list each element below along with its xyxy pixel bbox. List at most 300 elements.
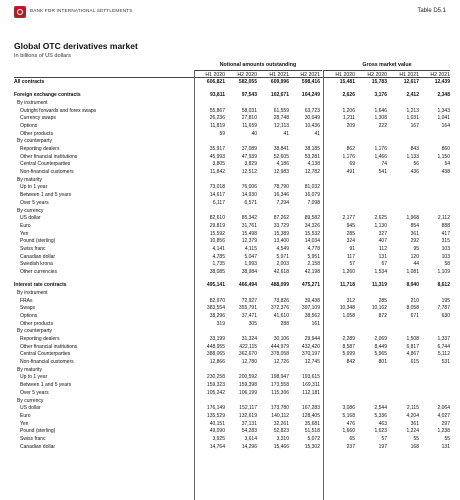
cell-value: 102,671 <box>270 92 289 99</box>
cell-value: 56 <box>413 161 419 168</box>
table-row <box>14 373 450 381</box>
cell-value: 54,283 <box>241 428 257 435</box>
cell-value: 3,614 <box>244 435 257 442</box>
cell-value: 1,260 <box>342 269 355 275</box>
table-row <box>14 130 450 138</box>
cell-value: 40 <box>251 130 257 137</box>
table-row <box>14 297 450 305</box>
cell-value: 173,558 <box>270 382 289 389</box>
cell-value: 417 <box>441 230 450 237</box>
row-label: Over 5 years <box>20 389 49 396</box>
row-label: By currency <box>17 397 44 404</box>
table-row <box>14 122 450 130</box>
cell-value: 10,856 <box>209 238 225 245</box>
cell-value: 42,198 <box>304 269 320 275</box>
cell-value: 5,168 <box>342 412 355 419</box>
table-row <box>14 260 450 268</box>
cell-value: 222 <box>378 122 387 129</box>
cell-value: 383,554 <box>206 305 225 312</box>
period-header: H2 2021 <box>430 71 450 78</box>
cell-value: 3,310 <box>276 435 289 442</box>
table-row <box>14 91 450 99</box>
cell-value: 362,670 <box>238 351 257 358</box>
cell-value: 12,617 <box>403 79 419 85</box>
row-label: Non-financial customers <box>20 359 74 366</box>
cell-value: 2,069 <box>374 336 387 342</box>
cell-value: 209 <box>346 122 355 129</box>
cell-value: 12,983 <box>273 169 289 176</box>
cell-value: 448,955 <box>206 343 225 350</box>
cell-value: 2,348 <box>437 92 450 99</box>
cell-value: 488,099 <box>270 282 289 289</box>
cell-value: 168 <box>410 443 419 450</box>
cell-value: 15,532 <box>304 230 320 237</box>
row-label: Euro <box>20 222 31 229</box>
row-label: By currency <box>17 207 44 214</box>
row-label: Euro <box>20 412 31 419</box>
cell-value: 30,049 <box>304 115 320 122</box>
table-row <box>14 335 450 343</box>
cell-value: 82,970 <box>209 297 225 304</box>
cell-value: 4,115 <box>244 245 257 252</box>
table-row <box>14 99 450 107</box>
row-label: By counterparty <box>17 328 53 335</box>
cell-value: 69 <box>349 161 355 168</box>
cell-value: 37,471 <box>241 312 257 319</box>
cell-value: 4,785 <box>212 253 225 260</box>
row-label: US dollar <box>20 215 41 222</box>
cell-value: 1,660 <box>342 428 355 435</box>
cell-value: 59 <box>219 130 225 137</box>
cell-value: 11,659 <box>242 122 257 129</box>
cell-value: 11,319 <box>371 282 387 289</box>
cell-value: 463 <box>378 420 387 427</box>
cell-value: 324 <box>346 238 355 245</box>
cell-value: 103 <box>441 253 450 260</box>
cell-value: 541 <box>378 169 387 176</box>
row-label: Foreign exchange contracts <box>14 92 81 99</box>
column-divider <box>194 70 195 500</box>
cell-value: 292 <box>410 238 419 245</box>
cell-value: 4,027 <box>437 412 450 419</box>
cell-value: 81,032 <box>304 184 320 191</box>
cell-value: 319 <box>216 320 225 327</box>
cell-value: 432,420 <box>301 343 320 350</box>
cell-value: 422,115 <box>239 343 257 350</box>
cell-value: 12,745 <box>304 359 320 366</box>
cell-value: 41 <box>283 130 289 137</box>
period-header: H1 2021 <box>269 71 289 78</box>
table-row <box>14 289 450 297</box>
cell-value: 466,494 <box>238 282 257 289</box>
cell-value: 436 <box>410 169 419 176</box>
cell-value: 61,559 <box>273 107 289 114</box>
cell-value: 33,199 <box>209 336 225 342</box>
cell-value: 195 <box>441 297 450 304</box>
cell-value: 78,790 <box>273 184 289 191</box>
cell-value: 73,826 <box>273 297 289 304</box>
row-label: Swedish krona <box>20 261 53 268</box>
cell-value: 200,592 <box>238 374 257 381</box>
cell-value: 3,176 <box>374 92 387 99</box>
cell-value: 128,405 <box>301 412 320 419</box>
cell-value: 29,819 <box>209 222 225 229</box>
report-header <box>0 0 460 26</box>
row-label: Swaps <box>20 305 36 312</box>
cell-value: 361 <box>410 420 419 427</box>
row-label: Swiss franc <box>20 435 46 442</box>
cell-value: 1,466 <box>374 153 387 160</box>
table-row <box>14 412 450 420</box>
table-row <box>14 78 450 86</box>
cell-value: 140,112 <box>271 412 289 419</box>
table-row <box>14 366 450 374</box>
cell-value: 1,993 <box>244 261 257 268</box>
cell-value: 7,787 <box>437 305 450 312</box>
table-row <box>14 222 450 230</box>
cell-value: 52,605 <box>273 153 289 160</box>
cell-value: 41 <box>314 130 320 137</box>
table-body <box>14 78 450 450</box>
cell-value: 106,199 <box>238 389 257 396</box>
cell-value: 4,138 <box>307 161 320 168</box>
row-label: Options <box>20 312 38 319</box>
row-label: Reporting dealers <box>20 336 60 342</box>
cell-value: 93,811 <box>209 92 225 99</box>
cell-value: 38,562 <box>304 312 320 319</box>
period-header: H1 2020 <box>335 71 355 78</box>
cell-value: 12,439 <box>434 79 450 85</box>
cell-value: 35,681 <box>304 420 320 427</box>
cell-value: 57 <box>349 261 355 268</box>
cell-value: 1,337 <box>437 336 450 342</box>
cell-value: 8,587 <box>342 343 355 350</box>
cell-value: 444,979 <box>270 343 289 350</box>
cell-value: 103 <box>441 245 450 252</box>
table-row <box>14 427 450 435</box>
table-row <box>14 168 450 176</box>
cell-value: 11,819 <box>210 122 225 129</box>
row-label: Other currencies <box>20 269 57 275</box>
row-label: Pound (sterling) <box>20 238 56 245</box>
cell-value: 1,176 <box>342 153 355 160</box>
cell-value: 5,971 <box>276 253 289 260</box>
table-row <box>14 268 450 276</box>
cell-value: 76,006 <box>241 184 257 191</box>
cell-value: 2,625 <box>374 215 387 222</box>
table-row <box>14 160 450 168</box>
cell-value: 38,296 <box>209 312 225 319</box>
cell-value: 31,324 <box>241 336 257 342</box>
cell-value: 1,623 <box>374 428 387 435</box>
cell-value: 14,617 <box>209 192 225 199</box>
period-header: H1 2021 <box>399 71 419 78</box>
cell-value: 40,151 <box>209 420 225 427</box>
cell-value: 2,115 <box>406 405 419 412</box>
cell-value: 37,089 <box>241 146 257 152</box>
table-row <box>14 389 450 397</box>
cell-value: 4,867 <box>406 351 419 358</box>
cell-value: 197 <box>378 443 387 450</box>
cell-value: 1,031 <box>406 115 419 122</box>
cell-value: 842 <box>346 359 355 366</box>
row-label: Other products <box>20 320 54 327</box>
table-row <box>14 397 450 405</box>
cell-value: 159,398 <box>238 382 257 389</box>
cell-value: 945 <box>346 222 355 229</box>
cell-value: 54 <box>444 161 450 168</box>
period-header: H2 2020 <box>237 71 257 78</box>
table-row <box>14 191 450 199</box>
cell-value: 7,098 <box>307 199 320 206</box>
cell-value: 606,821 <box>206 79 225 85</box>
cell-value: 85,342 <box>241 215 257 222</box>
row-label: Other products <box>20 130 54 137</box>
cell-value: 65 <box>349 435 355 442</box>
cell-value: 14,764 <box>209 443 225 450</box>
cell-value: 854 <box>410 222 419 229</box>
gross-group-label: Gross market value <box>362 62 412 68</box>
cell-value: 34,326 <box>304 222 320 229</box>
cell-value: 15,592 <box>209 230 225 237</box>
cell-value: 12,780 <box>241 359 257 366</box>
cell-value: 2,289 <box>342 336 355 342</box>
cell-value: 2,412 <box>406 92 419 99</box>
cell-value: 14,296 <box>241 443 257 450</box>
cell-value: 531 <box>441 359 450 366</box>
table-row <box>14 230 450 238</box>
cell-value: 1,308 <box>374 115 387 122</box>
row-label: Over 5 years <box>20 199 49 206</box>
cell-value: 41,610 <box>273 312 289 319</box>
cell-value: 2,158 <box>307 261 320 268</box>
cell-value: 33,729 <box>273 222 289 229</box>
table-row <box>14 153 450 161</box>
cell-value: 285 <box>346 230 355 237</box>
cell-value: 16,079 <box>304 192 320 199</box>
row-label: US dollar <box>20 405 41 412</box>
cell-value: 7,294 <box>276 199 289 206</box>
cell-value: 131 <box>441 443 450 450</box>
row-label: Non-financial customers <box>20 169 74 176</box>
row-label: By maturity <box>17 176 43 183</box>
cell-value: 12,379 <box>241 238 257 245</box>
period-header: H2 2021 <box>300 71 320 78</box>
period-header: H2 2020 <box>367 71 387 78</box>
cell-value: 801 <box>378 359 387 366</box>
row-label: Reporting dealers <box>20 146 60 152</box>
cell-value: 57 <box>381 435 387 442</box>
cell-value: 117 <box>347 253 355 260</box>
cell-value: 305 <box>248 320 257 327</box>
cell-value: 370,197 <box>301 351 320 358</box>
cell-value: 14,930 <box>241 192 257 199</box>
cell-value: 42,618 <box>273 269 289 275</box>
cell-value: 97,543 <box>241 92 257 99</box>
cell-value: 1,646 <box>374 107 387 114</box>
cell-value: 38,085 <box>209 269 225 275</box>
table-row <box>14 245 450 253</box>
cell-value: 10,348 <box>339 305 355 312</box>
notional-group-label: Notional amounts outstanding <box>219 62 297 68</box>
row-label: By counterparty <box>17 138 53 145</box>
cell-value: 30,106 <box>273 336 289 342</box>
cell-value: 52,823 <box>273 428 289 435</box>
cell-value: 58 <box>444 261 450 268</box>
cell-value: 12,782 <box>304 169 320 176</box>
table-row <box>14 304 450 312</box>
cell-value: 55,867 <box>209 107 225 114</box>
cell-value: 12,512 <box>241 169 257 176</box>
cell-value: 1,041 <box>437 115 450 122</box>
row-label: Yen <box>20 230 29 237</box>
cell-value: 1,213 <box>406 107 419 114</box>
table-row <box>14 207 450 215</box>
row-label: Between 1 and 5 years <box>20 192 72 199</box>
row-label: Up to 1 year <box>20 374 48 381</box>
cell-value: 8,612 <box>437 282 450 289</box>
row-label: Other financial institutions <box>20 343 78 350</box>
row-label: All contracts <box>14 79 45 85</box>
table-row <box>14 435 450 443</box>
cell-value: 15,466 <box>273 443 289 450</box>
cell-value: 87,262 <box>273 215 289 222</box>
cell-value: 72,927 <box>241 297 257 304</box>
cell-value: 29,944 <box>304 336 320 342</box>
cell-value: 4,549 <box>276 245 289 252</box>
cell-value: 3,829 <box>244 161 257 168</box>
cell-value: 5,999 <box>342 351 355 358</box>
cell-value: 312 <box>346 297 355 304</box>
cell-value: 167 <box>410 122 419 129</box>
row-label: Yen <box>20 420 29 427</box>
cell-value: 51,518 <box>304 428 320 435</box>
cell-value: 12,726 <box>273 359 289 366</box>
cell-value: 173,780 <box>270 405 289 412</box>
cell-value: 1,343 <box>437 107 450 114</box>
cell-value: 1,130 <box>374 222 387 229</box>
table-row <box>14 237 450 245</box>
cell-value: 1,211 <box>342 115 355 122</box>
cell-value: 1,508 <box>406 336 419 342</box>
row-label: Outright forwards and forex swaps <box>20 107 97 114</box>
cell-value: 1,081 <box>406 269 419 275</box>
cell-value: 167,283 <box>301 405 320 412</box>
row-label: FRAs <box>20 297 33 304</box>
cell-value: 355,791 <box>238 305 257 312</box>
cell-value: 37,131 <box>241 420 257 427</box>
row-label: By instrument <box>17 99 48 106</box>
cell-value: 152,117 <box>239 405 257 412</box>
cell-value: 67 <box>381 261 387 268</box>
cell-value: 38,841 <box>273 146 289 152</box>
cell-value: 1,109 <box>437 269 450 275</box>
cell-value: 12,113 <box>274 122 289 129</box>
cell-value: 1,238 <box>437 428 450 435</box>
table-row <box>14 137 450 145</box>
cell-value: 2,177 <box>342 215 355 222</box>
cell-value: 3,925 <box>212 435 225 442</box>
table-row <box>14 312 450 320</box>
table-row <box>14 281 450 289</box>
table-row <box>14 320 450 328</box>
cell-value: 132,619 <box>238 412 257 419</box>
cell-value: 1,735 <box>212 261 225 268</box>
cell-value: 372,376 <box>270 305 289 312</box>
cell-value: 11,842 <box>210 169 225 176</box>
cell-value: 288 <box>280 320 289 327</box>
cell-value: 198,947 <box>270 374 289 381</box>
cell-value: 11,718 <box>339 282 355 289</box>
cell-value: 397,109 <box>301 305 320 312</box>
bank-name: BANK FOR INTERNATIONAL SETTLEMENTS <box>30 8 133 13</box>
cell-value: 630 <box>441 312 450 319</box>
cell-value: 74 <box>381 161 387 168</box>
table-row <box>14 420 450 428</box>
cell-value: 39,438 <box>304 297 320 304</box>
cell-value: 6,744 <box>437 343 450 350</box>
cell-value: 237 <box>346 443 355 450</box>
cell-value: 297 <box>441 420 450 427</box>
cell-value: 55 <box>413 435 419 442</box>
table-row <box>14 199 450 207</box>
page-subtitle: In billions of US dollars <box>14 53 71 59</box>
cell-value: 609,996 <box>270 79 289 85</box>
row-label: Currency swaps <box>20 115 56 122</box>
cell-value: 1,534 <box>374 269 387 275</box>
cell-value: 210 <box>410 297 419 304</box>
cell-value: 28,748 <box>273 115 289 122</box>
cell-value: 16,346 <box>273 192 289 199</box>
cell-value: 95 <box>413 245 419 252</box>
cell-value: 378,058 <box>270 351 289 358</box>
cell-value: 6,817 <box>406 343 419 350</box>
cell-value: 161 <box>311 320 320 327</box>
row-label: Central Counterparties <box>20 161 71 168</box>
table-row <box>14 145 450 153</box>
cell-value: 438 <box>441 169 450 176</box>
row-label: By instrument <box>17 289 48 296</box>
cell-value: 5,047 <box>244 253 257 260</box>
page-title: Global OTC derivatives market <box>14 41 138 51</box>
cell-value: 1,150 <box>437 153 450 160</box>
cell-value: 2,003 <box>276 261 289 268</box>
cell-value: 58,031 <box>241 107 257 114</box>
cell-value: 2,064 <box>437 405 450 412</box>
cell-value: 315 <box>441 238 450 245</box>
cell-value: 169,311 <box>302 382 320 389</box>
cell-value: 73,018 <box>209 184 225 191</box>
row-label: Canadian dollar <box>20 443 56 450</box>
period-header: H1 2020 <box>205 71 225 78</box>
cell-value: 104,249 <box>301 92 320 99</box>
cell-value: 89,582 <box>304 215 320 222</box>
cell-value: 10,436 <box>304 122 320 129</box>
row-label: Interest rate contracts <box>14 282 67 289</box>
cell-value: 5,072 <box>307 435 320 442</box>
cell-value: 44 <box>413 261 419 268</box>
cell-value: 860 <box>441 146 450 152</box>
cell-value: 82,610 <box>209 215 225 222</box>
cell-value: 5,965 <box>374 351 387 358</box>
cell-value: 476 <box>346 420 355 427</box>
row-label: Pound (sterling) <box>20 428 56 435</box>
cell-value: 582,055 <box>238 79 257 85</box>
cell-value: 4,186 <box>276 161 289 168</box>
cell-value: 1,133 <box>406 153 419 160</box>
period-header-row <box>14 70 450 78</box>
table-row <box>14 114 450 122</box>
